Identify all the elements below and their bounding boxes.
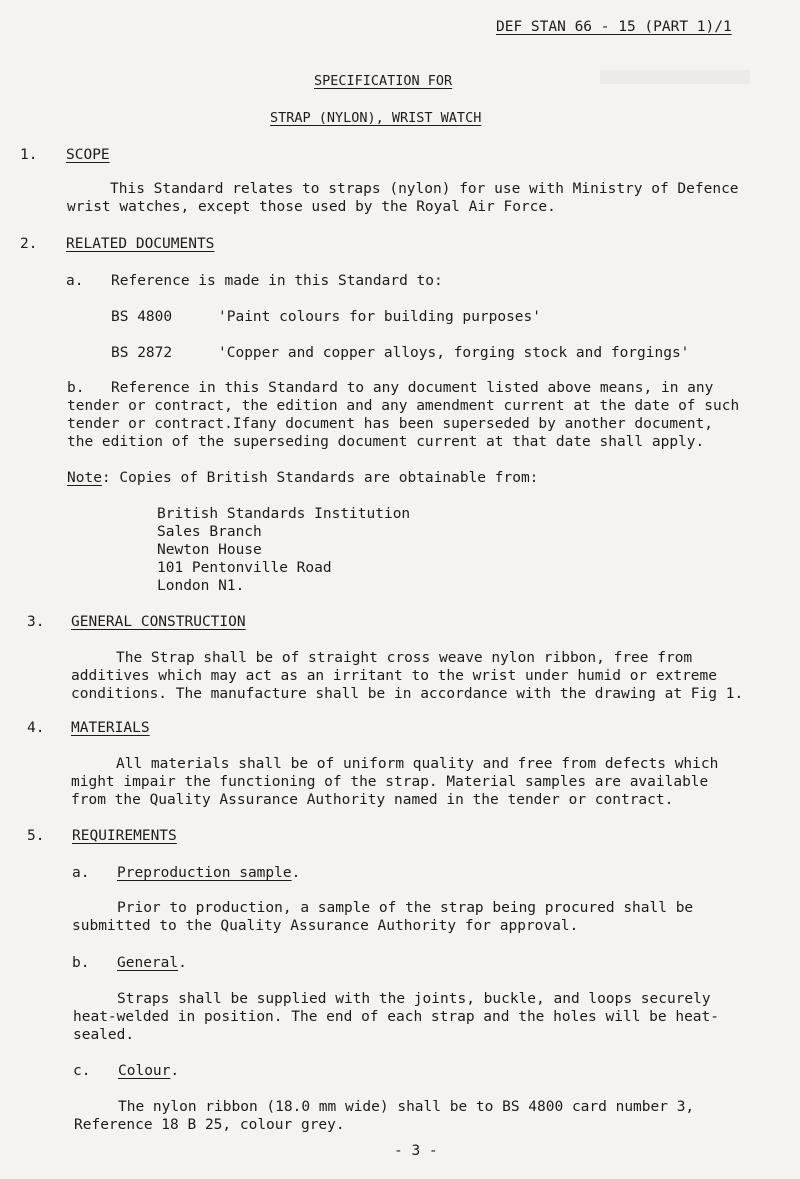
- title-line-2: STRAP (NYLON), WRIST WATCH: [270, 110, 482, 126]
- section-2-heading: RELATED DOCUMENTS: [66, 236, 215, 252]
- section-5c-heading: Colour.: [118, 1063, 180, 1079]
- section-3-line-2: additives which may act as an irritant to the wrist under humid or extreme: [71, 668, 718, 684]
- section-5b-line-2: heat-welded in position. The end of each strap and the holes will be heat-: [73, 1009, 720, 1025]
- section-5c-label: c.: [73, 1063, 91, 1079]
- address-line-2: Sales Branch: [157, 524, 262, 540]
- note-line: [67, 469, 538, 487]
- section-3-number: 3.: [27, 614, 45, 630]
- section-5b-line-1: Straps shall be supplied with the joints, buckle, and loops securely: [117, 991, 711, 1007]
- section-4-number: 4.: [27, 720, 45, 736]
- ref-2-code: BS 2872: [111, 345, 173, 361]
- section-2b-line-3: tender or contract.Ifany document has been superseded by another document,: [67, 416, 714, 432]
- section-2b-label: b.: [67, 380, 85, 396]
- section-2b-line-2: tender or contract, the edition and any amendment current at the date of such: [67, 398, 740, 414]
- address-line-1: British Standards Institution: [157, 506, 411, 522]
- section-3-line-3: conditions. The manufacture shall be in accordance with the drawing at Fig 1.: [71, 686, 744, 702]
- document-header: DEF STAN 66 - 15 (PART 1)/1: [496, 19, 732, 35]
- address-line-5: London N1.: [157, 578, 245, 594]
- section-1-number: 1.: [20, 147, 38, 163]
- section-2a-text: Reference is made in this Standard to:: [111, 273, 443, 289]
- page-number: - 3 -: [394, 1143, 438, 1159]
- note-label: Note: [67, 470, 102, 486]
- section-3-line-1: The Strap shall be of straight cross weave nylon ribbon, free from: [116, 650, 693, 666]
- section-1-heading: SCOPE: [66, 147, 110, 163]
- address-line-4: 101 Pentonville Road: [157, 560, 332, 576]
- title-line-1: SPECIFICATION FOR: [314, 73, 453, 89]
- section-4-line-3: from the Quality Assurance Authority named in the tender or contract.: [71, 792, 674, 808]
- show-through-shadow: [600, 70, 750, 84]
- section-5a-label: a.: [72, 865, 90, 881]
- section-2-number: 2.: [20, 236, 38, 252]
- section-3-heading: GENERAL CONSTRUCTION: [71, 614, 246, 630]
- section-1-line-1: This Standard relates to straps (nylon) for use with Ministry of Defence: [110, 181, 739, 197]
- section-5b-line-3: sealed.: [73, 1027, 135, 1043]
- section-4-line-2: might impair the functioning of the strap. Material samples are available: [71, 774, 709, 790]
- address-line-3: Newton House: [157, 542, 262, 558]
- section-2b-line-4: the edition of the superseding document current at that date shall apply.: [67, 434, 705, 450]
- ref-2-title: 'Copper and copper alloys, forging stock and forgings': [218, 345, 690, 361]
- note-text: : Copies of British Standards are obtainable from:: [101, 470, 539, 486]
- section-2a-label: a.: [66, 273, 84, 289]
- section-5a-heading: Preproduction sample.: [117, 865, 301, 881]
- section-4-heading: MATERIALS: [71, 720, 150, 736]
- section-5b-heading: General.: [117, 955, 187, 971]
- ref-1-code: BS 4800: [111, 309, 173, 325]
- section-5b-label: b.: [72, 955, 90, 971]
- section-5a-line-1: Prior to production, a sample of the strap being procured shall be: [117, 900, 694, 916]
- section-5-number: 5.: [27, 828, 45, 844]
- section-4-line-1: All materials shall be of uniform quality and free from defects which: [116, 756, 719, 772]
- section-5c-line-2: Reference 18 B 25, colour grey.: [74, 1117, 345, 1133]
- section-2b-line-1: Reference in this Standard to any document listed above means, in any: [111, 380, 714, 396]
- section-1-line-2: wrist watches, except those used by the Royal Air Force.: [67, 199, 556, 215]
- section-5-heading: REQUIREMENTS: [72, 828, 177, 844]
- section-5c-line-1: The nylon ribbon (18.0 mm wide) shall be to BS 4800 card number 3,: [118, 1099, 695, 1115]
- ref-1-title: 'Paint colours for building purposes': [218, 309, 542, 325]
- section-5a-line-2: submitted to the Quality Assurance Authority for approval.: [72, 918, 579, 934]
